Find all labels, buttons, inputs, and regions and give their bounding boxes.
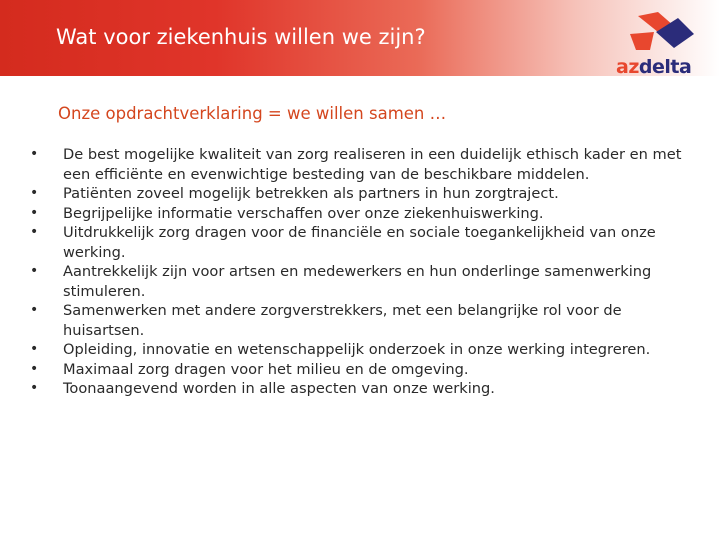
bullet-item xyxy=(30,340,702,360)
azdelta-logo-mark-icon xyxy=(628,10,698,56)
bullet-text: Patiënten zoveel mogelijk betrekken als partners in hun zorgtraject. xyxy=(63,185,559,202)
bullet-text: Samenwerken met andere zorgverstrekkers, met een belangrijke rol voor de huisartsen. xyxy=(63,302,622,339)
bullet-dot-icon: • xyxy=(30,204,39,221)
bullet-text: Begrijpelijke informatie verschaffen over onze ziekenhuiswerking. xyxy=(63,204,544,222)
bullet-dot-icon: • xyxy=(30,341,39,357)
bullet-item xyxy=(30,223,702,262)
bullet-dot-icon: • xyxy=(30,380,39,396)
bullet-item xyxy=(30,262,702,301)
logo-wordmark xyxy=(616,56,691,78)
slide-title: Wat voor ziekenhuis willen we zijn? xyxy=(56,25,426,49)
bullet-dot-icon: • xyxy=(30,224,39,240)
bullet-dot-icon: • xyxy=(30,360,39,377)
azdelta-logo xyxy=(616,10,716,80)
bullet-text: Opleiding, innovatie en wetenschappelijk onderzoek in onze werking integreren. xyxy=(63,341,651,358)
bullet-item xyxy=(30,360,702,380)
bullet-item xyxy=(30,204,702,224)
bullet-item xyxy=(30,379,702,399)
logo-text-az: az xyxy=(616,56,639,78)
bullet-item xyxy=(30,301,702,340)
logo-mark-orange-left xyxy=(630,32,654,50)
bullet-dot-icon: • xyxy=(30,302,39,318)
bullet-text: Uitdrukkelijk zorg dragen voor de financiële en sociale toegankelijkheid van onze werking. xyxy=(63,224,656,261)
bullet-text: Toonaangevend worden in alle aspecten van onze werking. xyxy=(63,380,495,397)
bullet-text: De best mogelijke kwaliteit van zorg realiseren in een duidelijk ethisch kader en met een efficiënte en evenwichtige besteding van de beschikbare middelen. xyxy=(63,146,682,183)
bullet-dot-icon: • xyxy=(30,263,39,279)
bullet-text: Aantrekkelijk zijn voor artsen en medewerkers en hun onderlinge samenwerking stimuleren. xyxy=(63,263,652,300)
logo-text-delta: delta xyxy=(638,56,692,78)
bullet-item xyxy=(30,184,702,204)
mission-bullet-list xyxy=(30,145,702,399)
bullet-item xyxy=(30,145,702,184)
mission-subtitle: Onze opdrachtverklaring = we willen samen … xyxy=(58,104,447,123)
bullet-text: Maximaal zorg dragen voor het milieu en de omgeving. xyxy=(63,360,469,378)
bullet-dot-icon: • xyxy=(30,185,39,201)
bullet-dot-icon: • xyxy=(30,146,39,162)
